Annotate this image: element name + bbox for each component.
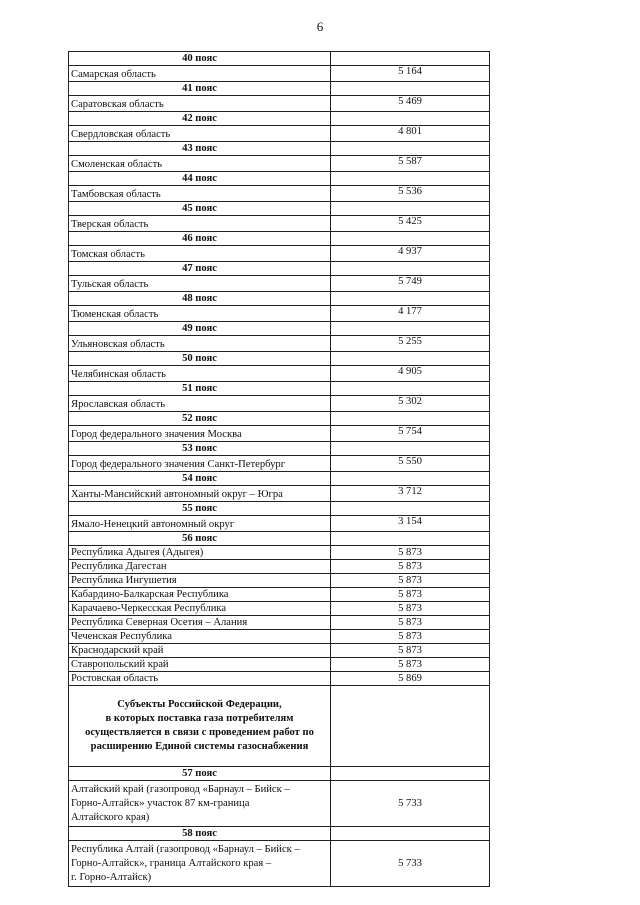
zone-label: 47 пояс [69, 262, 331, 276]
price-value: 4 905 [331, 366, 490, 382]
region-name: Ханты-Мансийский автономный округ – Югра [69, 486, 331, 502]
region-name: Тульская область [69, 276, 331, 292]
region-name-line: Республика Алтай (газопровод «Барнаул – Бийск – [71, 843, 300, 855]
empty-cell [331, 472, 490, 486]
region-row [69, 574, 490, 588]
empty-cell [331, 292, 490, 306]
empty-cell [331, 202, 490, 216]
region-row [69, 246, 490, 262]
region-name: Челябинская область [69, 366, 331, 382]
region-name: Республика Дагестан [69, 560, 331, 574]
empty-cell [331, 232, 490, 246]
region-name: Чеченская Республика [69, 630, 331, 644]
zone-label: 49 пояс [69, 322, 331, 336]
region-name: Ставропольский край [69, 658, 331, 672]
zone-label: 58 пояс [69, 827, 331, 841]
price-value: 5 873 [331, 546, 490, 560]
region-row [69, 516, 490, 532]
region-name-line: Горно-Алтайск» участок 87 км-граница [71, 797, 250, 809]
region-row [69, 658, 490, 672]
price-value: 5 302 [331, 396, 490, 412]
section-heading-row [69, 686, 490, 767]
zone-row [69, 827, 490, 841]
region-name: Тюменская область [69, 306, 331, 322]
region-name: Ярославская область [69, 396, 331, 412]
region-row [69, 546, 490, 560]
empty-cell [331, 442, 490, 456]
region-row [69, 841, 490, 887]
empty-cell [331, 82, 490, 96]
zone-row [69, 322, 490, 336]
region-row [69, 156, 490, 172]
empty-cell [331, 382, 490, 396]
empty-cell [331, 827, 490, 841]
empty-cell [331, 502, 490, 516]
empty-cell [331, 412, 490, 426]
region-name: Ямало-Ненецкий автономный округ [69, 516, 331, 532]
zone-label: 53 пояс [69, 442, 331, 456]
region-name: Смоленская область [69, 156, 331, 172]
region-name: Томская область [69, 246, 331, 262]
zone-label: 44 пояс [69, 172, 331, 186]
zone-label: 45 пояс [69, 202, 331, 216]
price-value: 5 873 [331, 574, 490, 588]
price-value: 5 733 [331, 781, 490, 827]
region-row [69, 306, 490, 322]
page-number: 6 [316, 19, 324, 34]
zone-row [69, 532, 490, 546]
region-name: Тверская область [69, 216, 331, 232]
region-name-line: Горно-Алтайск», граница Алтайского края – [71, 857, 272, 869]
region-row [69, 672, 490, 686]
price-value: 5 749 [331, 276, 490, 292]
price-value: 5 873 [331, 560, 490, 574]
region-row [69, 366, 490, 382]
zone-label: 55 пояс [69, 502, 331, 516]
zone-row [69, 382, 490, 396]
zone-row [69, 412, 490, 426]
region-name: Ростовская область [69, 672, 331, 686]
region-row [69, 588, 490, 602]
region-name: Ульяновская область [69, 336, 331, 352]
region-name: Саратовская область [69, 96, 331, 112]
region-name: Карачаево-Черкесская Республика [69, 602, 331, 616]
region-row [69, 781, 490, 827]
zone-label: 50 пояс [69, 352, 331, 366]
price-value: 5 869 [331, 672, 490, 686]
heading-line: в которых поставка газа потребителям [105, 713, 294, 724]
empty-cell [331, 686, 490, 767]
region-name: Город федерального значения Москва [69, 426, 331, 442]
zone-row [69, 82, 490, 96]
zone-label: 57 пояс [69, 767, 331, 781]
region-row [69, 616, 490, 630]
empty-cell [331, 112, 490, 126]
region-name: Республика Северная Осетия – Алания [69, 616, 331, 630]
price-value: 5 873 [331, 588, 490, 602]
price-value: 5 873 [331, 630, 490, 644]
region-row [69, 426, 490, 442]
region-name: Краснодарский край [69, 644, 331, 658]
heading-line: расширению Единой системы газоснабжения [90, 741, 309, 752]
zone-row [69, 767, 490, 781]
zone-row [69, 262, 490, 276]
zone-label: 51 пояс [69, 382, 331, 396]
zone-row [69, 352, 490, 366]
region-name-line: Алтайский край (газопровод «Барнаул – Бийск – [71, 783, 290, 795]
region-row [69, 96, 490, 112]
empty-cell [331, 172, 490, 186]
zone-label: 56 пояс [69, 532, 331, 546]
price-value: 5 873 [331, 644, 490, 658]
zone-label: 48 пояс [69, 292, 331, 306]
zone-row [69, 172, 490, 186]
region-name: Тамбовская область [69, 186, 331, 202]
zone-row [69, 142, 490, 156]
price-value: 5 536 [331, 186, 490, 202]
region-name [69, 781, 331, 827]
zone-label: 46 пояс [69, 232, 331, 246]
region-name: Республика Ингушетия [69, 574, 331, 588]
zone-row [69, 442, 490, 456]
heading-line: Субъекты Российской Федерации, [117, 699, 282, 710]
region-row [69, 216, 490, 232]
region-row [69, 630, 490, 644]
empty-cell [331, 262, 490, 276]
zone-row [69, 232, 490, 246]
price-value: 4 937 [331, 246, 490, 262]
zone-row [69, 292, 490, 306]
zone-label: 52 пояс [69, 412, 331, 426]
zone-label: 42 пояс [69, 112, 331, 126]
region-name: Республика Адыгея (Адыгея) [69, 546, 331, 560]
price-value: 5 733 [331, 841, 490, 887]
empty-cell [331, 767, 490, 781]
price-value: 5 873 [331, 616, 490, 630]
region-row [69, 66, 490, 82]
region-row [69, 336, 490, 352]
empty-cell [331, 52, 490, 66]
region-row [69, 644, 490, 658]
price-value: 5 873 [331, 602, 490, 616]
region-name [69, 841, 331, 887]
region-row [69, 276, 490, 292]
zone-row [69, 472, 490, 486]
price-value: 5 255 [331, 336, 490, 352]
section-heading [69, 686, 331, 767]
zone-label: 41 пояс [69, 82, 331, 96]
zone-row [69, 52, 490, 66]
price-value: 5 469 [331, 96, 490, 112]
price-value: 5 587 [331, 156, 490, 172]
zone-label: 40 пояс [69, 52, 331, 66]
price-value: 3 154 [331, 516, 490, 532]
price-value: 3 712 [331, 486, 490, 502]
empty-cell [331, 322, 490, 336]
region-row [69, 456, 490, 472]
empty-cell [331, 142, 490, 156]
zone-row [69, 502, 490, 516]
region-row [69, 560, 490, 574]
region-row [69, 602, 490, 616]
empty-cell [331, 532, 490, 546]
price-value: 5 550 [331, 456, 490, 472]
region-name-line: Алтайского края) [71, 811, 150, 823]
zone-label: 43 пояс [69, 142, 331, 156]
region-row [69, 396, 490, 412]
gas-price-table [68, 51, 490, 887]
region-row [69, 486, 490, 502]
region-name-line: г. Горно-Алтайск) [71, 871, 152, 883]
region-row [69, 126, 490, 142]
region-name: Свердловская область [69, 126, 331, 142]
price-value: 5 873 [331, 658, 490, 672]
table-body [69, 52, 490, 887]
zone-label: 54 пояс [69, 472, 331, 486]
region-name: Кабардино-Балкарская Республика [69, 588, 331, 602]
price-value: 5 164 [331, 66, 490, 82]
heading-line: осуществляется в связи с проведением работ по [85, 727, 314, 738]
price-value: 4 801 [331, 126, 490, 142]
empty-cell [331, 352, 490, 366]
zone-row [69, 202, 490, 216]
price-value: 4 177 [331, 306, 490, 322]
zone-row [69, 112, 490, 126]
price-value: 5 425 [331, 216, 490, 232]
region-row [69, 186, 490, 202]
region-name: Самарская область [69, 66, 331, 82]
price-value: 5 754 [331, 426, 490, 442]
region-name: Город федерального значения Санкт-Петербург [69, 456, 331, 472]
